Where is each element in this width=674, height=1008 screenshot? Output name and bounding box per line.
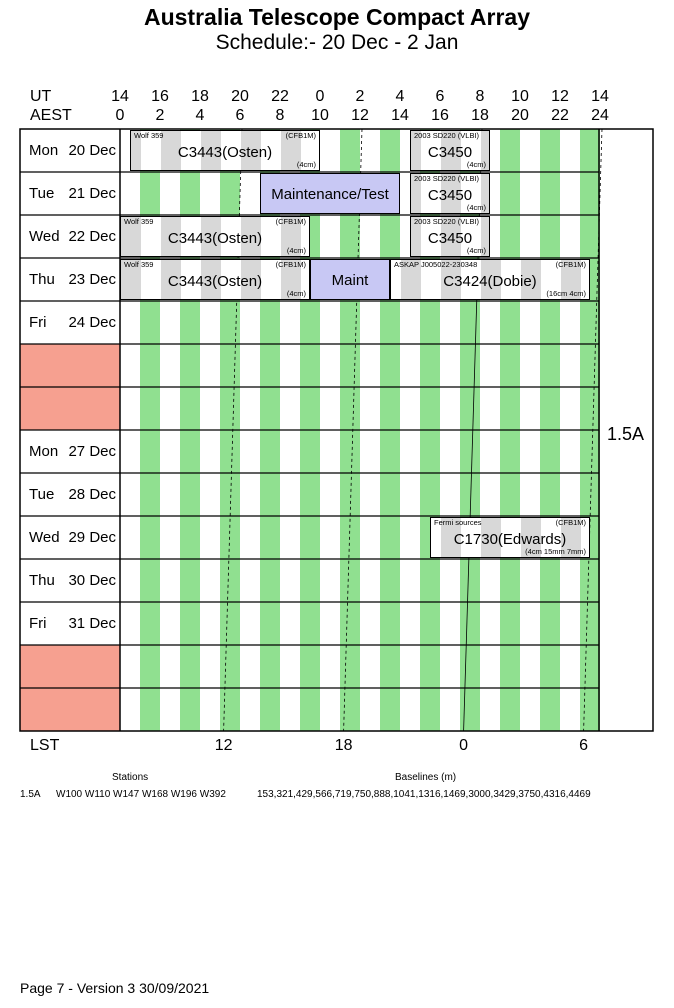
program-title: Maintenance/Test: [271, 186, 389, 203]
program-source: 2003 SD220 (VLBI): [414, 131, 480, 140]
program-block[interactable]: [130, 130, 320, 171]
program-title: C3443(Osten): [167, 273, 263, 290]
program-band: (4cm): [296, 160, 316, 169]
day-date: 24 Dec: [68, 314, 116, 331]
day-date: 28 Dec: [68, 486, 116, 503]
program-receiver: (CFB1M): [275, 217, 306, 226]
program-receiver: (CFB1M): [285, 131, 316, 140]
day-date: 23 Dec: [68, 271, 116, 288]
day-date: 30 Dec: [68, 572, 116, 589]
program-source: 2003 SD220 (VLBI): [414, 217, 480, 226]
program-block[interactable]: [390, 259, 590, 300]
page-version-footer: Page 7 - Version 3 30/09/2021: [20, 980, 210, 996]
program-source: ASKAP J005022-230348: [394, 260, 478, 269]
day-of-week: Wed: [29, 529, 60, 546]
aest-tick-label: 18: [471, 107, 489, 124]
weekend-highlight: [20, 344, 120, 387]
ut-tick-label: 14: [591, 88, 609, 105]
program-block[interactable]: [310, 259, 390, 300]
program-receiver: (CFB1M): [555, 518, 586, 527]
program-source: Wolf 359: [124, 217, 154, 226]
program-title: C3424(Dobie): [443, 273, 537, 290]
day-date: 27 Dec: [68, 443, 116, 460]
day-date: 22 Dec: [68, 228, 116, 245]
program-band: (4cm): [466, 246, 486, 255]
ut-tick-label: 20: [231, 88, 249, 105]
program-block[interactable]: [410, 130, 490, 171]
aest-tick-label: 2: [155, 107, 165, 124]
program-block[interactable]: [120, 216, 310, 257]
program-title: C3443(Osten): [167, 230, 263, 247]
program-block[interactable]: [430, 517, 590, 558]
weekend-highlight: [20, 645, 120, 688]
ut-tick-label: 2: [355, 88, 365, 105]
page-title: Australia Telescope Compact Array: [143, 4, 531, 30]
program-source: Wolf 359: [134, 131, 164, 140]
aest-tick-label: 0: [115, 107, 125, 124]
day-of-week: Thu: [29, 271, 55, 288]
program-source: 2003 SD220 (VLBI): [414, 174, 480, 183]
array-config-label: 1.5A: [607, 424, 645, 444]
program-title: Maint: [331, 272, 369, 289]
aest-tick-label: 24: [591, 107, 609, 124]
ut-tick-label: 0: [315, 88, 325, 105]
lst-tick-label: 0: [459, 737, 469, 754]
program-title: C3443(Osten): [177, 144, 273, 161]
program-block[interactable]: [260, 173, 400, 214]
day-date: 31 Dec: [68, 615, 116, 632]
program-block[interactable]: [410, 216, 490, 257]
day-of-week: Fri: [29, 615, 47, 632]
lst-tick-label: 18: [334, 737, 353, 754]
ut-tick-label: 6: [435, 88, 445, 105]
schedule-subtitle: Schedule:- 20 Dec - 2 Jan: [215, 31, 459, 54]
baseline-list: 153,321,429,566,719,750,888,1041,1316,1469,3000,3429,3750,4316,4469: [257, 789, 591, 800]
station-list: W100 W110 W147 W168 W196 W392: [56, 789, 226, 800]
program-title: C1730(Edwards): [453, 531, 567, 548]
aest-tick-label: 22: [551, 107, 569, 124]
day-of-week: Fri: [29, 314, 47, 331]
program-band: (4cm 15mm 7mm): [525, 547, 586, 556]
lst-tick-label: 12: [214, 737, 233, 754]
program-band: (16cm 4cm): [546, 289, 586, 298]
baselines-heading: Baselines (m): [395, 772, 457, 783]
program-band: (4cm): [466, 203, 486, 212]
aest-tick-label: 6: [235, 107, 245, 124]
lst-axis-label: LST: [30, 737, 60, 754]
aest-tick-label: 16: [431, 107, 449, 124]
weekend-highlight: [20, 688, 120, 731]
day-of-week: Wed: [29, 228, 60, 245]
aest-tick-label: 4: [195, 107, 205, 124]
day-of-week: Mon: [29, 443, 59, 460]
footer-config: 1.5A: [20, 789, 41, 800]
program-band: (4cm): [286, 246, 306, 255]
stations-heading: Stations: [112, 772, 149, 783]
program-receiver: (CFB1M): [275, 260, 306, 269]
weekend-highlight: [20, 387, 120, 430]
day-date: 29 Dec: [68, 529, 116, 546]
aest-tick-label: 14: [391, 107, 409, 124]
program-band: (4cm): [466, 160, 486, 169]
ut-tick-label: 8: [475, 88, 485, 105]
program-source: Wolf 359: [124, 260, 154, 269]
aest-tick-label: 10: [311, 107, 329, 124]
ut-tick-label: 10: [511, 88, 529, 105]
day-date: 20 Dec: [68, 142, 116, 159]
aest-axis-label: AEST: [30, 107, 72, 124]
day-of-week: Mon: [29, 142, 59, 159]
ut-tick-label: 18: [191, 88, 209, 105]
aest-tick-label: 8: [275, 107, 285, 124]
ut-tick-label: 14: [111, 88, 129, 105]
program-title: C3450: [427, 144, 473, 161]
program-block[interactable]: [120, 259, 310, 300]
program-band: (4cm): [286, 289, 306, 298]
ut-tick-label: 12: [551, 88, 569, 105]
program-title: C3450: [427, 187, 473, 204]
ut-tick-label: 16: [151, 88, 169, 105]
day-of-week: Tue: [29, 185, 55, 202]
aest-tick-label: 12: [351, 107, 369, 124]
aest-tick-label: 20: [511, 107, 529, 124]
ut-axis-label: UT: [30, 88, 52, 105]
day-of-week: Tue: [29, 486, 55, 503]
day-date: 21 Dec: [68, 185, 116, 202]
lst-tick-label: 6: [579, 737, 589, 754]
ut-tick-label: 4: [395, 88, 405, 105]
program-title: C3450: [427, 230, 473, 247]
day-of-week: Thu: [29, 572, 55, 589]
ut-tick-label: 22: [271, 88, 289, 105]
program-source: Fermi sources: [434, 518, 482, 527]
program-block[interactable]: [410, 173, 490, 214]
program-receiver: (CFB1M): [555, 260, 586, 269]
